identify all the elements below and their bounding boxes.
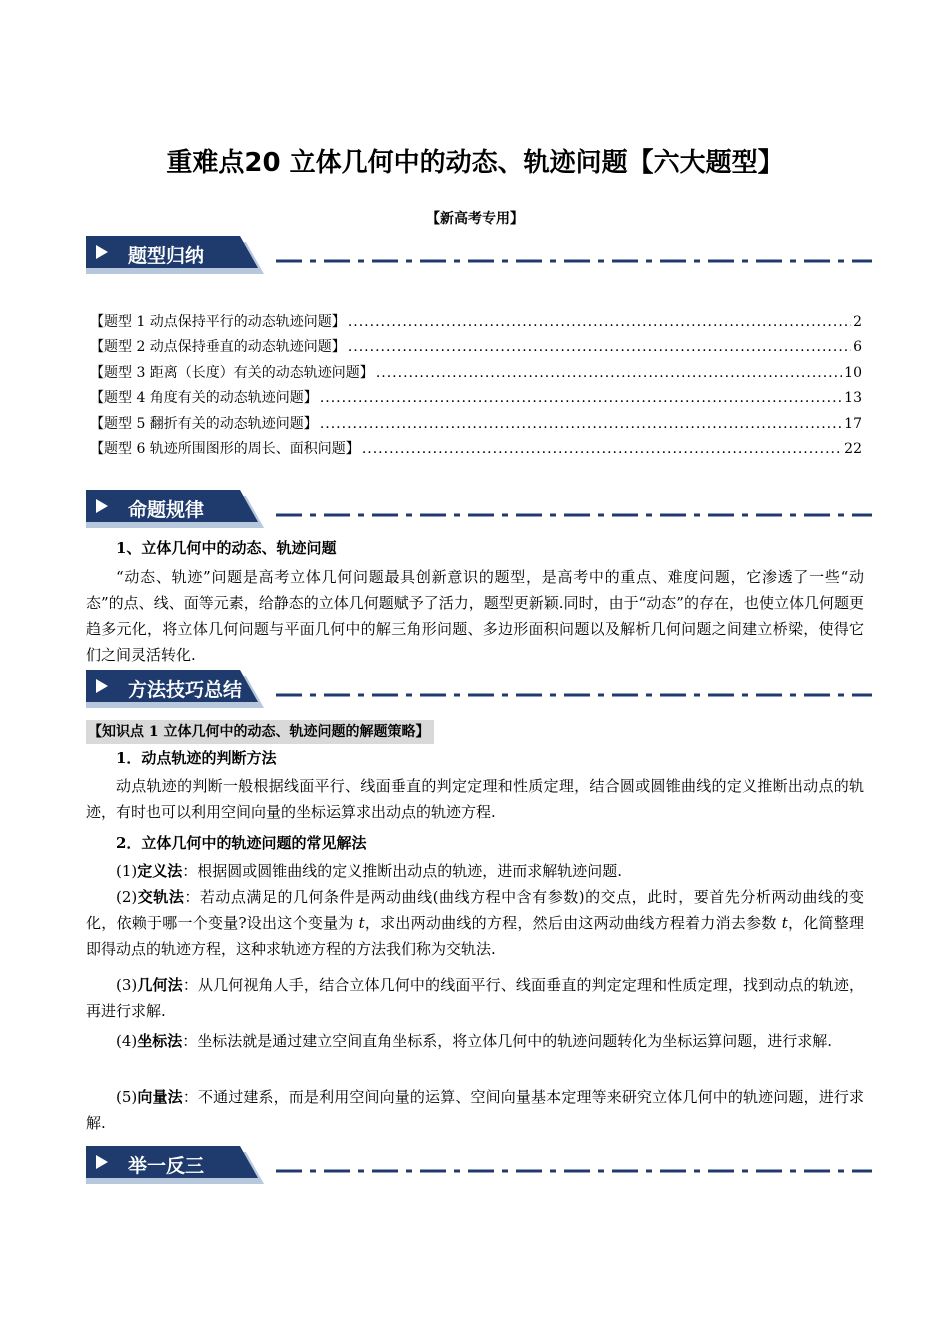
banner-title: 方法技巧总结 (128, 679, 243, 701)
toc-entry[interactable] (90, 310, 862, 335)
toc-entry[interactable] (90, 335, 862, 360)
variable-t: t (781, 914, 788, 932)
rule-body: “动态、轨迹”问题是高考立体几何问题最具创新意识的题型，是高考中的重点、难度问题，它渗透了一些“动态”的点、线、面等元素，给静态的立体几何题赋予了活力，题型更新颖.同时，由于“动态”的存在，也使立体几何题更趋多元化，将立体几何问题与平面几何中的解三角形问题、多边形面积问题以及解析几何问题之间建立桥梁，使得它们之间灵活转化. (86, 568, 864, 664)
method-paragraph-1: 动点轨迹的判断一般根据线面平行、线面垂直的判定定理和性质定理，结合圆或圆锥曲线的定义推断出动点的轨迹，有时也可以利用空间向量的坐标运算求出动点的轨迹方程. (86, 777, 864, 821)
page-title: 重难点20 立体几何中的动态、轨迹问题【六大题型】 (166, 148, 784, 178)
dash-dot-rule (276, 259, 872, 263)
toc-entry[interactable] (90, 437, 862, 462)
toc-leader-dots (362, 437, 842, 462)
item-key: 坐标法 (137, 1032, 183, 1050)
item-text: ：坐标法就是通过建立空间直角坐标系，将立体几何中的轨迹问题转化为坐标运算问题，进行求解. (182, 1032, 833, 1050)
variable-t: t (358, 914, 365, 932)
toc-label: 【题型 5 翻折有关的动态轨迹问题】 (90, 415, 318, 432)
table-of-contents (90, 310, 862, 462)
item-text: ，化简整理即得动点的轨迹方程，这种求轨迹方程的方法我们称为交轨法. (86, 914, 864, 958)
toc-leader-dots (320, 386, 842, 411)
toc-page: 13 (844, 390, 862, 407)
knowledge-point-label: 【知识点 1 立体几何中的动态、轨迹问题的解题策略】 (86, 720, 434, 744)
toc-leader-dots (348, 335, 851, 360)
section-banner-exam-rules (86, 490, 872, 534)
method-item-intersection (86, 884, 864, 962)
method-item-geometric (86, 972, 864, 1024)
method-item-coordinate (86, 1028, 864, 1054)
toc-page: 2 (853, 314, 862, 330)
rule-heading: 1、立体几何中的动态、轨迹问题 (116, 539, 337, 557)
method-item-definition (86, 858, 864, 884)
section-banner-question-types (86, 236, 872, 280)
toc-label: 【题型 6 轨迹所围图形的周长、面积问题】 (90, 441, 360, 458)
item-text: ，求出两动曲线的方程，然后由这两动曲线方程着力消去参数 (364, 914, 782, 932)
item-number: (1) (116, 862, 138, 880)
method-heading-1: 1．动点轨迹的判断方法 (116, 749, 277, 767)
section-banner-examples (86, 1146, 872, 1190)
method-heading-2: 2．立体几何中的轨迹问题的常见解法 (116, 834, 367, 852)
item-key: 向量法 (137, 1088, 183, 1106)
toc-label: 【题型 3 距离（长度）有关的动态轨迹问题】 (90, 364, 374, 381)
toc-leader-dots (320, 412, 842, 437)
toc-entry[interactable] (90, 412, 862, 437)
section-banner-methods (86, 670, 872, 714)
item-number: (4) (116, 1032, 138, 1050)
toc-label: 【题型 4 角度有关的动态轨迹问题】 (90, 390, 318, 407)
item-text: ：从几何视角人手，结合立体几何中的线面平行、线面垂直的判定定理和性质定理，找到动点的轨迹，再进行求解. (86, 976, 864, 1020)
page-subtitle: 【新高考专用】 (426, 211, 524, 227)
toc-entry[interactable] (90, 361, 862, 386)
dash-dot-rule (276, 693, 872, 697)
toc-page: 6 (853, 339, 862, 356)
banner-title: 题型归纳 (128, 245, 205, 267)
dash-dot-rule (276, 513, 872, 517)
item-number: (2) (116, 888, 138, 906)
method-item-vector (86, 1084, 864, 1136)
item-key: 定义法 (137, 862, 183, 880)
item-number: (3) (116, 976, 138, 994)
dash-dot-rule (276, 1169, 872, 1173)
toc-entry[interactable] (90, 386, 862, 411)
toc-page: 17 (844, 415, 862, 432)
item-text: ：根据圆或圆锥曲线的定义推断出动点的轨迹，进而求解轨迹问题. (182, 862, 623, 880)
toc-label: 【题型 2 动点保持垂直的动态轨迹问题】 (90, 339, 346, 356)
toc-leader-dots (376, 361, 842, 386)
toc-page: 22 (844, 441, 862, 458)
toc-page: 10 (844, 364, 862, 381)
banner-title: 举一反三 (128, 1155, 205, 1177)
item-key: 交轨法 (137, 888, 185, 906)
banner-title: 命题规律 (128, 499, 205, 521)
item-number: (5) (116, 1088, 138, 1106)
item-text: ：若动点满足的几何条件是两动曲线(曲线方程中含有参数)的交点，此时，要首先分析两动曲线的变化，依赖于哪一个变量?设出这个变量为 (86, 888, 864, 932)
item-key: 几何法 (137, 976, 183, 994)
item-text: ：不通过建系，而是利用空间向量的运算、空间向量基本定理等来研究立体几何中的轨迹问题，进行求解. (86, 1088, 864, 1132)
toc-leader-dots (348, 310, 851, 335)
toc-label: 【题型 1 动点保持平行的动态轨迹问题】 (90, 314, 346, 330)
